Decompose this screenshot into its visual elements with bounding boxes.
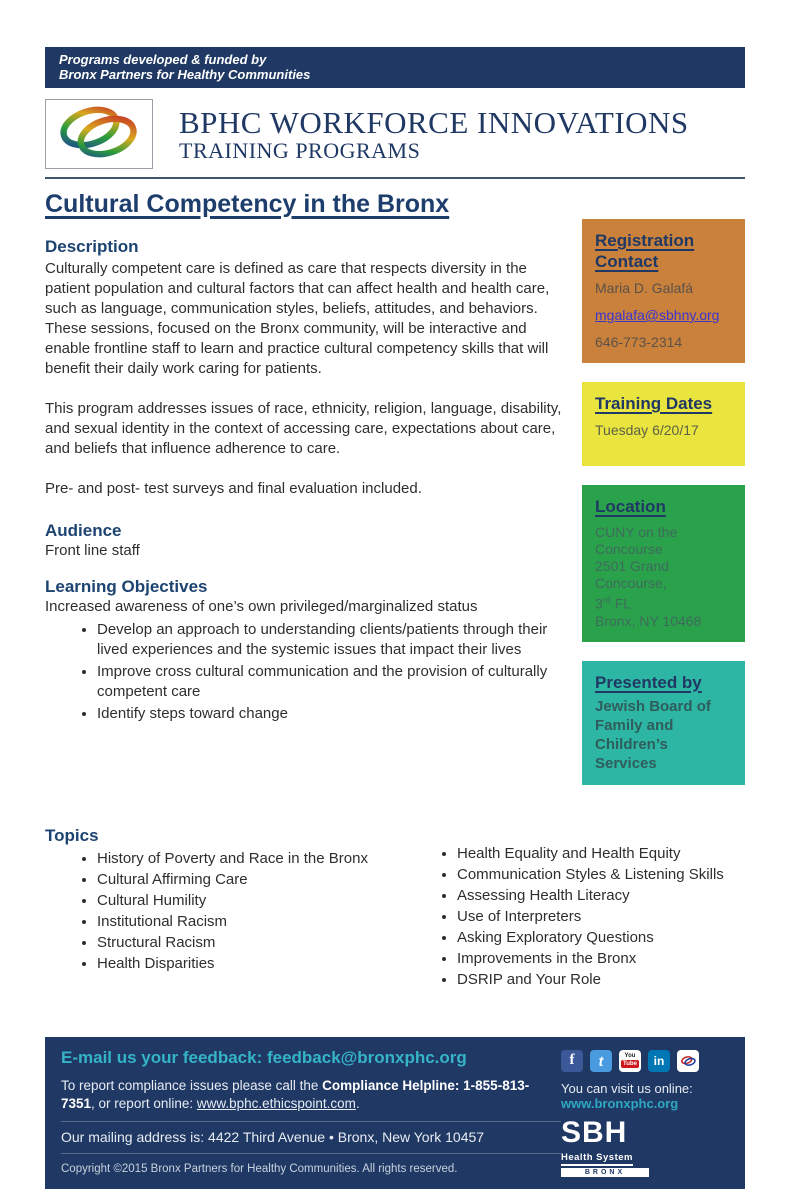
funding-banner-line2: Bronx Partners for Healthy Communities [59,67,311,82]
list-item: • History of Poverty and Race in the Bronx [97,849,405,869]
location-line4: Bronx, NY 10468 [595,612,702,629]
training-date: Tuesday 6/20/17 [595,422,699,438]
bphc-swirl-icon[interactable] [677,1050,699,1072]
description-paragraph-2: This program addresses issues of race, ethnicity, religion, language, disability, and sexual identity in the context of accessing care, expectations about care, and beliefs that influence adherence to care. [45,400,562,457]
footer-right [561,1048,729,1177]
topics-section [45,826,745,991]
training-dates-heading: Training Dates [595,394,713,413]
topics-column-1 [45,849,405,991]
sbh-logo [561,1115,729,1177]
feedback-email-link[interactable]: feedback@bronxphc.org [266,1047,467,1067]
sbh-logo-subtitle: Health System [561,1152,633,1166]
twitter-icon[interactable]: t [590,1050,612,1072]
list-item: • Institutional Racism [97,912,405,932]
list-item: • Health Disparities [97,954,405,974]
audience-text: Front line staff [45,542,140,559]
learning-objectives-heading: Learning Objectives [45,577,208,596]
footer-left [61,1048,561,1177]
list-item: • Cultural Humility [97,891,405,911]
program-header-text [179,104,689,163]
compliance-line: To report compliance issues please call the Compliance Helpline: 1-855-813-7351, or report online: www.bphc.ethicspoint.com. [61,1077,530,1111]
main-content [45,190,745,804]
learning-objectives-intro: Increased awareness of one’s own privileged/marginalized status [45,598,478,615]
list-item: • Assessing Health Literacy [457,886,735,906]
linkedin-icon[interactable]: in [648,1050,670,1072]
list-item: • Structural Racism [97,933,405,953]
registration-contact-box [582,219,745,363]
list-item: • Improve cross cultural communication and the provision of culturally competent care [97,662,569,702]
presented-by-text: Jewish Board of Family and Children’s Services [595,697,711,772]
header-divider [45,177,745,179]
visit-online-label: You can visit us online: [561,1080,693,1096]
footer-divider-1 [61,1121,561,1122]
facebook-icon[interactable]: f [561,1050,583,1072]
list-item: • Use of Interpreters [457,907,735,927]
location-line3: 3rd FL [595,595,632,612]
audience-heading: Audience [45,521,122,540]
surveys-note: Pre- and post- test surveys and final evaluation included. [45,480,422,497]
list-item: • Improvements in the Bronx [457,949,735,969]
funding-banner-line1: Programs developed & funded by [59,52,267,67]
sidebar [582,219,745,804]
list-item: • Develop an approach to understanding clients/patients through their lived experiences and the systemic issues that impact their lives [97,620,569,660]
copyright-text: Copyright ©2015 Bronx Partners for Healthy Communities. All rights reserved. [61,1162,458,1175]
program-subtitle: TRAINING PROGRAMS [179,137,421,163]
description-heading: Description [45,237,139,256]
location-box [582,485,745,642]
mailing-address: Our mailing address is: 4422 Third Avenue • Bronx, New York 10457 [61,1128,485,1145]
list-item: • Identify steps toward change [97,704,569,724]
flyer-page [0,47,791,1176]
ethicspoint-link[interactable]: www.bphc.ethicspoint.com [196,1095,356,1111]
feedback-line: E-mail us your feedback: feedback@bronxphc.org [61,1047,467,1067]
location-line2: 2501 Grand Concourse, [595,558,669,591]
contact-name: Maria D. Galafá [595,280,694,296]
description-paragraph-1: Culturally competent care is defined as care that respects diversity in the patient population and cultural factors that can affect health and health care, such as language, communication styles, beliefs, attitudes, and behaviors. These sessions, focused on the Bronx community, will be interactive and enable frontline staff to learn and practice cultural competency skills that will benefit their daily work caring for patients. [45,260,550,377]
left-column [45,190,569,804]
sbh-logo-bronx: BRONX [561,1168,649,1177]
bphc-swirl-logo-icon [53,103,145,166]
topics-column-2 [405,844,735,991]
page-title: Cultural Competency in the Bronx [45,190,450,218]
contact-email-link[interactable]: mgalafa@sbhny.org [595,307,720,323]
learning-objectives-list [45,620,569,724]
training-dates-box [582,382,745,466]
footer [45,1037,745,1189]
contact-phone: 646-773-2314 [595,334,683,350]
location-line1: CUNY on the Concourse [595,524,678,557]
presented-by-heading: Presented by [595,672,702,692]
bronxphc-url-link[interactable]: www.bronxphc.org [561,1095,679,1111]
program-title: BPHC WORKFORCE INNOVATIONS [179,104,689,140]
topics-heading: Topics [45,825,99,845]
youtube-icon[interactable]: You Tube [619,1050,641,1072]
sbh-logo-name: SBH [561,1115,628,1149]
registration-contact-heading: Registration Contact [595,231,695,271]
bphc-logo-box [45,99,153,169]
program-header [45,98,745,170]
list-item: • Cultural Affirming Care [97,870,405,890]
presented-by-box [582,661,745,785]
footer-divider-2 [61,1153,561,1154]
list-item: • DSRIP and Your Role [457,970,735,990]
location-heading: Location [595,497,666,516]
funding-banner [45,47,745,88]
list-item: • Communication Styles & Listening Skills [457,865,735,885]
social-icons-row [561,1050,729,1072]
list-item: • Asking Exploratory Questions [457,928,735,948]
list-item: • Health Equality and Health Equity [457,844,735,864]
